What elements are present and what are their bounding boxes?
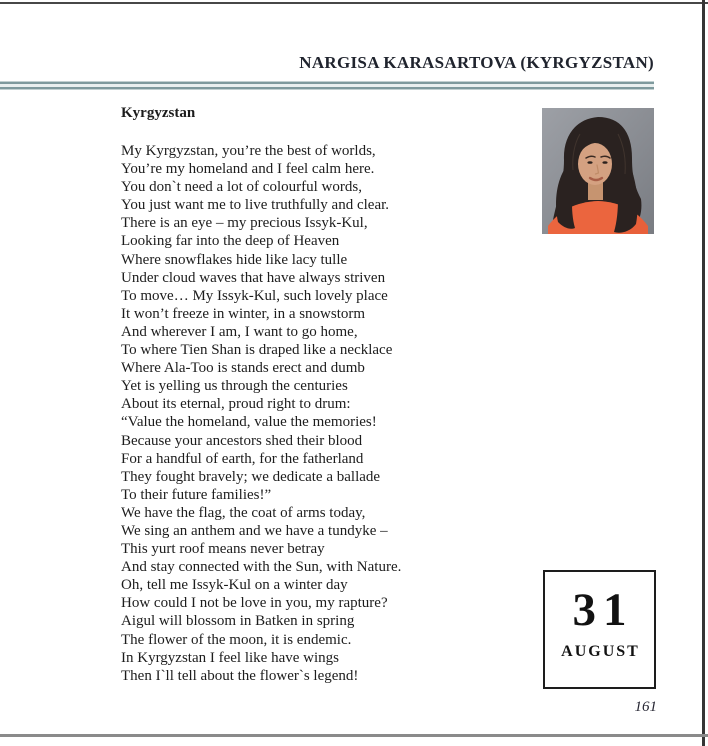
poem bbox=[121, 142, 541, 685]
poem-line: And wherever I am, I want to go home, bbox=[121, 323, 358, 340]
poem-line: This yurt roof means never betray bbox=[121, 541, 325, 558]
page-right-edge-line bbox=[702, 0, 705, 746]
calendar-date-badge bbox=[543, 570, 656, 689]
poem-line: Because your ancestors shed their blood bbox=[121, 432, 363, 449]
poem-line: Under cloud waves that have always striven bbox=[121, 269, 386, 286]
poem-line: The flower of the moon, it is endemic. bbox=[121, 631, 352, 648]
poem-line: Where snowflakes hide like lacy tulle bbox=[121, 251, 348, 268]
poem-line: Aigul will blossom in Batken in spring bbox=[121, 613, 355, 630]
poem-line: “Value the homeland, value the memories! bbox=[121, 414, 377, 431]
running-header: NARGISA KARASARTOVA (KYRGYZSTAN) bbox=[299, 53, 654, 72]
header-double-rule bbox=[0, 81, 654, 90]
calendar-month: AUGUST bbox=[561, 643, 640, 660]
poem-line: Then I`ll tell about the flower`s legend! bbox=[121, 667, 359, 684]
poem-line: They fought bravely; we dedicate a ballade bbox=[121, 468, 381, 485]
poem-line: Where Ala-Too is stands erect and dumb bbox=[121, 360, 365, 377]
poem-line: And stay connected with the Sun, with Nature. bbox=[121, 559, 402, 576]
calendar-day: 31 bbox=[572, 584, 634, 636]
poem-line: How could I not be love in you, my rapture? bbox=[121, 595, 388, 612]
poem-line: We sing an anthem and we have a tundyke – bbox=[121, 522, 388, 539]
poem-line: To where Tien Shan is draped like a necklace bbox=[121, 342, 393, 359]
poem-line: Looking far into the deep of Heaven bbox=[121, 233, 340, 250]
page-top-edge-line bbox=[0, 2, 708, 4]
poem-line: There is an eye – my precious Issyk-Kul, bbox=[121, 215, 368, 232]
poem-line: For a handful of earth, for the fatherland bbox=[121, 450, 364, 467]
poem-line: To their future families!” bbox=[121, 486, 272, 503]
poem-line: You’re my homeland and I feel calm here. bbox=[121, 161, 375, 178]
poem-line: You just want me to live truthfully and clear. bbox=[121, 197, 390, 214]
poem-line: To move… My Issyk-Kul, such lovely place bbox=[121, 287, 388, 304]
poem-title: Kyrgyzstan bbox=[121, 105, 196, 121]
poem-line: About its eternal, proud right to drum: bbox=[121, 396, 351, 413]
page-number: 161 bbox=[634, 699, 657, 715]
poem-line: Oh, tell me Issyk-Kul on a winter day bbox=[121, 577, 348, 594]
author-photo bbox=[542, 108, 654, 234]
poem-line: Yet is yelling us through the centuries bbox=[121, 378, 348, 395]
poem-line: In Kyrgyzstan I feel like have wings bbox=[121, 649, 339, 666]
poem-line: You don`t need a lot of colourful words, bbox=[121, 179, 362, 196]
poem-line: My Kyrgyzstan, you’re the best of worlds, bbox=[121, 143, 376, 159]
poem-line: We have the flag, the coat of arms today, bbox=[121, 504, 366, 521]
page-bottom-edge-line bbox=[0, 734, 708, 737]
poem-line: It won’t freeze in winter, in a snowstorm bbox=[121, 305, 366, 322]
